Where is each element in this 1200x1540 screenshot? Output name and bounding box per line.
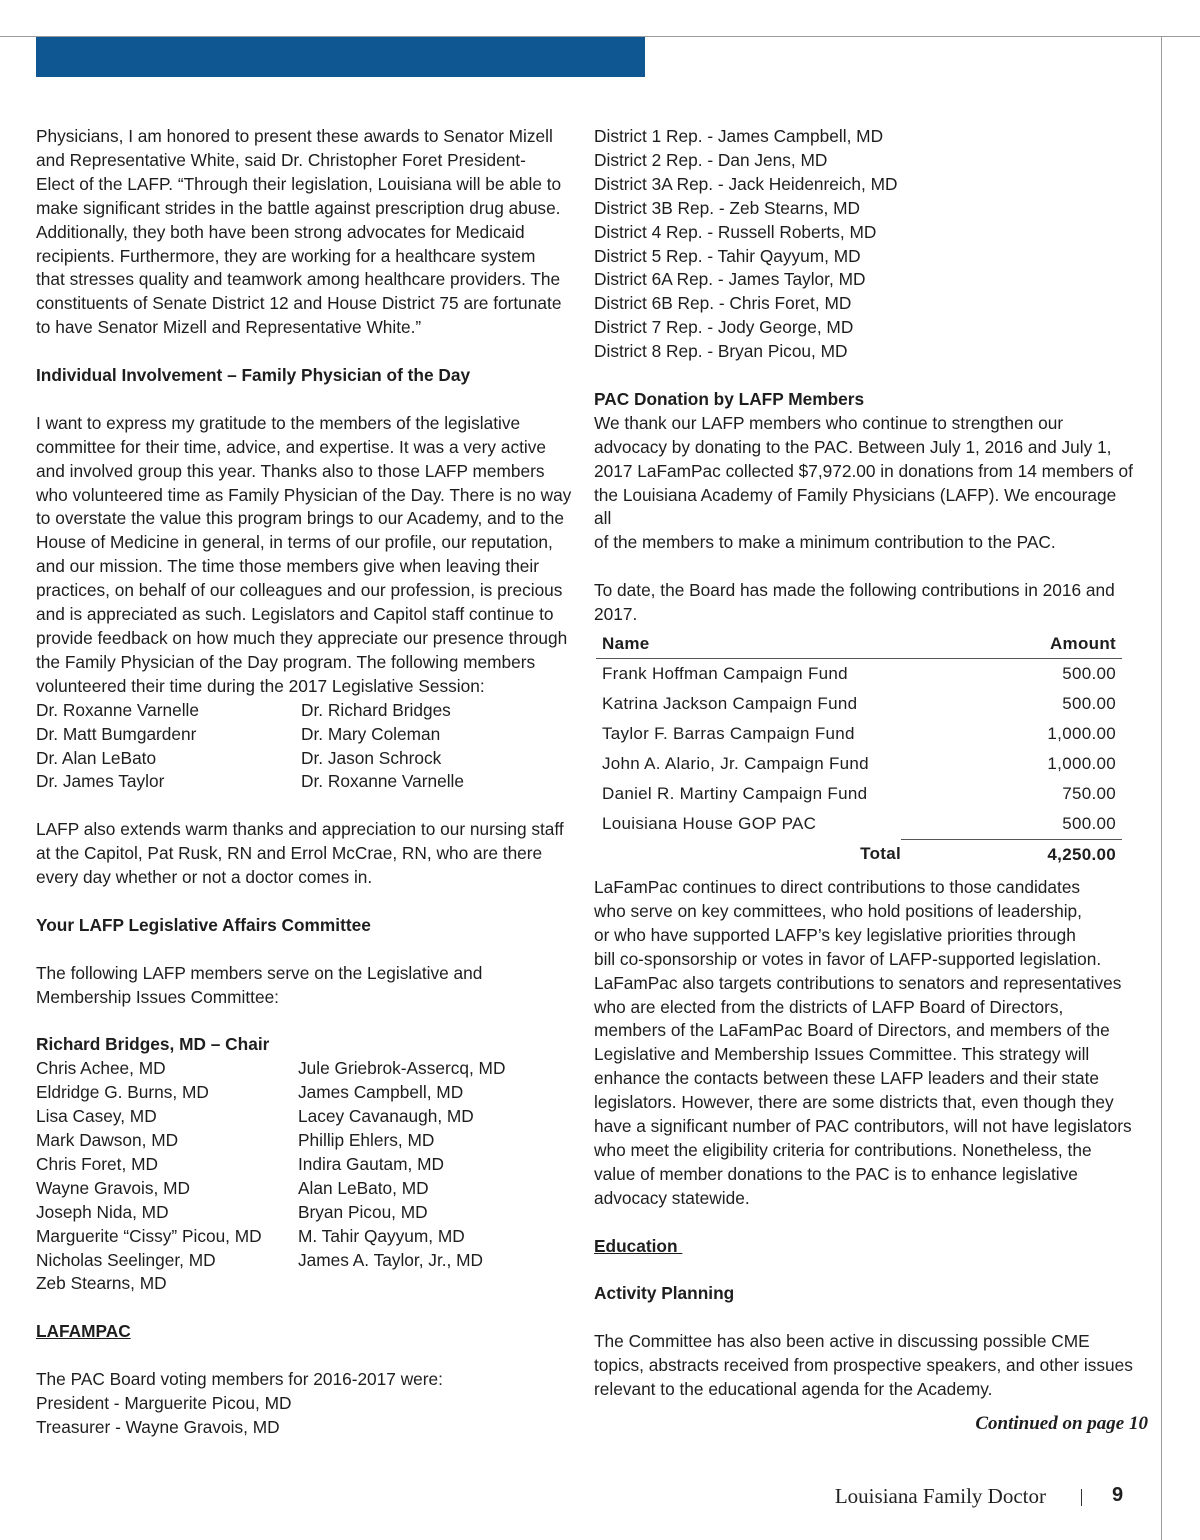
list-item: Wayne Gravois, MD Alan LeBato, MD <box>36 1177 429 1198</box>
heading-committee: Your LAFP Legislative Affairs Committee <box>36 914 371 935</box>
total-label: Total <box>860 844 901 863</box>
table-row: Louisiana House GOP PAC 500.00 <box>602 814 1116 833</box>
table-header <box>596 630 1122 659</box>
list-item: District 5 Rep. - Tahir Qayyum, MD <box>594 245 861 266</box>
right-column <box>594 125 1134 1402</box>
list-item: Eldridge G. Burns, MD James Campbell, MD <box>36 1082 464 1103</box>
nursing-paragraph: LAFP also extends warm thanks and appreciation to our nursing staff at the Capitol, Pat Rusk, RN and Errol McCrae, RN, who are there every day whether or not a doctor comes in. <box>36 819 564 888</box>
total-value: 4,250.00 <box>901 839 1122 870</box>
list-item: Chris Foret, MD Indira Gautam, MD <box>36 1153 444 1174</box>
list-item: District 4 Rep. - Russell Roberts, MD <box>594 221 877 242</box>
list-item: Zeb Stearns, MD <box>36 1273 167 1294</box>
table-row: Frank Hoffman Campaign Fund 500.00 <box>602 664 1116 683</box>
list-item: District 7 Rep. - Jody George, MD <box>594 317 854 338</box>
list-item: Dr. Matt Bumgardenr Dr. Mary Coleman <box>36 723 441 744</box>
heading-activity-planning: Activity Planning <box>594 1283 735 1304</box>
list-item: District 2 Rep. - Dan Jens, MD <box>594 149 828 170</box>
heading-lafampac: LAFAMPAC <box>36 1321 131 1342</box>
publication-title: Louisiana Family Doctor <box>834 1484 1046 1508</box>
committee-member-list <box>36 1057 576 1296</box>
intro-paragraph: Physicians, I am honored to present these awards to Senator Mizell and Representative White, said Dr. Christopher Foret President- Elect of the LAFP. “Through their legislation, Louisiana will be able to make significant strides in the battle against prescription drug abuse. Additionally, they both have been strong advocates for Medicaid recipients. Furthermore, they are working for a healthcare system that stresses quality and teamwork among healthcare providers. The constituents of Senate District 12 and House District 75 are fortunate to have Senator Mizell and Representative White.” <box>36 126 562 338</box>
contributions-table <box>596 630 1122 870</box>
strategy-paragraph: LaFamPac continues to direct contributions to those candidates who serve on key committees, who hold positions of leadership, or who have supported LAFP’s key legislative priorities through bill co-sponsorship or votes in favor of LAFP-supported legislation. LaFamPac also targets contributions to senators and representatives who are elected from the districts of LAFP Board of Directors, members of the LaFamPac Board of Directors, and members of the Legislative and Membership Issues Committee. This strategy will enhance the contacts between these LAFP leaders and their state legislators. However, there are some districts that, even though they have a significant number of PAC contributors, will not have legislators who meet the eligibility criteria for contributions. Nonetheless, the value of member donations to the PAC is to enhance legislative advocacy statewide. <box>594 877 1132 1208</box>
list-item: District 8 Rep. - Bryan Picou, MD <box>594 341 848 362</box>
list-item: District 3B Rep. - Zeb Stearns, MD <box>594 197 861 218</box>
header-banner <box>36 37 645 77</box>
table-row: Katrina Jackson Campaign Fund 500.00 <box>602 694 1116 713</box>
district-rep-list <box>594 125 1134 364</box>
list-item: District 6A Rep. - James Taylor, MD <box>594 269 866 290</box>
list-item: District 6B Rep. - Chris Foret, MD <box>594 293 852 314</box>
list-item: Chris Achee, MD Jule Griebrok-Assercq, MD <box>36 1058 506 1079</box>
table-total-row <box>596 839 1122 870</box>
page-number: 9 <box>1112 1484 1124 1506</box>
list-item: District 3A Rep. - Jack Heidenreich, MD <box>594 173 898 194</box>
right-margin-rule <box>1161 36 1162 1540</box>
pac-board-line: President - Marguerite Picou, MD <box>36 1392 292 1413</box>
list-item: Dr. Alan LeBato Dr. Jason Schrock <box>36 747 442 768</box>
contributions-intro: To date, the Board has made the following contributions in 2016 and 2017. <box>594 580 1115 625</box>
involvement-paragraph: I want to express my gratitude to the members of the legislative committee for their time, advice, and expertise. It was a very active and involved group this year. Thanks also to those LAFP members who volunteered time as Family Physician of the Day. There is no way to overstate the value this program brings to our Academy, and to the House of Medicine in general, in terms of our profile, our reputation, and our mission. The time those members give when leaving their practices, on behalf of our colleagues and our profession, is precious and is appreciated as such. Legislators and Capitol staff continue to provide feedback on how much they appreciate our presence through the Family Physician of the Day program. The following members volunteered their time during the 2017 Legislative Session: <box>36 412 572 696</box>
volunteer-list <box>36 699 576 795</box>
pac-board-intro: The PAC Board voting members for 2016-2017 were: <box>36 1369 443 1389</box>
footer-separator <box>1081 1489 1082 1506</box>
table-row: John A. Alario, Jr. Campaign Fund 1,000.00 <box>602 754 1116 773</box>
activity-paragraph: The Committee has also been active in discussing possible CME topics, abstracts received from prospective speakers, and other issues relevant to the educational agenda for the Academy. <box>594 1331 1133 1399</box>
list-item: Dr. Roxanne Varnelle Dr. Richard Bridges <box>36 699 451 720</box>
donation-paragraph: We thank our LAFP members who continue to strengthen our advocacy by donating to the PAC. Between July 1, 2016 and July 1, 2017 LaFamPac collected $7,972.00 in donations from 14 members of the Louisiana Academy of Family Physicians (LAFP). We encourage all of the members to make a minimum contribution to the PAC. <box>594 412 1133 553</box>
list-item: District 1 Rep. - James Campbell, MD <box>594 126 884 146</box>
heading-donation: PAC Donation by LAFP Members <box>594 388 865 409</box>
committee-intro: The following LAFP members serve on the Legislative and Membership Issues Committee: <box>36 962 483 1007</box>
column-header-name: Name <box>602 634 650 653</box>
pac-board-line: Treasurer - Wayne Gravois, MD <box>36 1416 280 1437</box>
list-item: Mark Dawson, MD Phillip Ehlers, MD <box>36 1129 435 1150</box>
list-item: Marguerite “Cissy” Picou, MD M. Tahir Qayyum, MD <box>36 1225 465 1246</box>
list-item: Nicholas Seelinger, MD James A. Taylor, Jr., MD <box>36 1249 484 1270</box>
table-row: Daniel R. Martiny Campaign Fund 750.00 <box>602 784 1116 803</box>
left-column <box>36 125 576 1440</box>
list-item: Joseph Nida, MD Bryan Picou, MD <box>36 1201 428 1222</box>
table-row: Taylor F. Barras Campaign Fund 1,000.00 <box>602 724 1116 743</box>
continued-note: Continued on page 10 <box>975 1413 1148 1434</box>
list-item: Dr. James Taylor Dr. Roxanne Varnelle <box>36 771 464 792</box>
committee-chair: Richard Bridges, MD – Chair <box>36 1034 270 1055</box>
heading-education: Education <box>594 1235 683 1256</box>
list-item: Lisa Casey, MD Lacey Cavanaugh, MD <box>36 1106 474 1127</box>
column-header-amount: Amount <box>1049 634 1116 653</box>
heading-involvement: Individual Involvement – Family Physician of the Day <box>36 365 471 386</box>
